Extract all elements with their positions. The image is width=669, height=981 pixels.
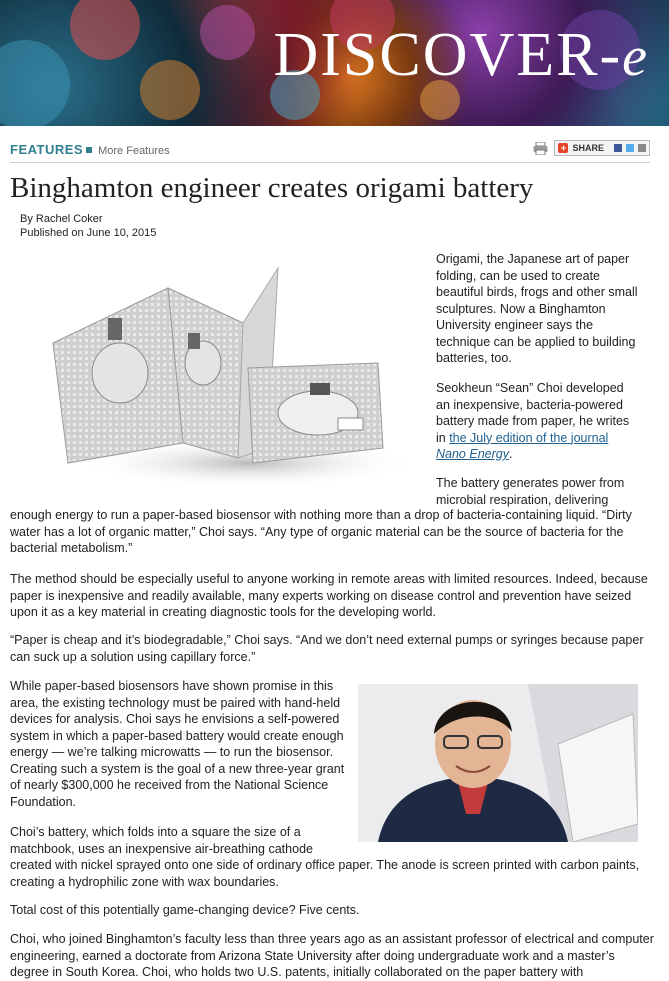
period: . <box>508 447 513 461</box>
twitter-icon <box>626 144 634 152</box>
square-bullet-icon <box>86 147 92 153</box>
share-tools <box>533 140 650 156</box>
facebook-icon <box>614 144 622 152</box>
site-title[interactable]: DISCOVER-e <box>273 21 649 89</box>
paragraph-3b: enough energy to run a paper-based biosensor with nothing more than a drop of bacteria-containing liquid. “Dirty water has a lot of organic matter,” Choi says. “Any type of organic material can be the source of bacteria for the bacterial metabolism.” <box>10 508 632 555</box>
email-icon <box>638 144 646 152</box>
origami-battery-photo <box>48 248 428 493</box>
byline <box>20 212 156 240</box>
journal-name-link[interactable]: Nano Energy <box>436 447 509 461</box>
paragraph-3a: The battery generates power from microbial respiration, delivering <box>436 476 625 507</box>
share-button[interactable] <box>554 140 650 156</box>
paragraph-5: “Paper is cheap and it’s biodegradable,” Choi says. “And we don’t need external pumps or syringes because paper can suck up a solution using capillary force.” <box>10 633 644 664</box>
divider <box>10 162 650 163</box>
section-label[interactable]: FEATURES <box>10 142 84 157</box>
paragraph-9: Choi, who joined Binghamton’s faculty less than three years ago as an assistant professor of electrical and computer engineering, earned a doctorate from Arizona State University after doing undergraduate work and a master’s degree in South Korea. Choi, who holds two U.S. patents, initially collaborated on the paper battery with <box>10 932 654 979</box>
section-bar <box>10 141 650 161</box>
author: By Rachel Coker <box>20 213 103 225</box>
journal-link[interactable]: the July edition of the journal <box>449 430 609 445</box>
paragraph-7a: Choi’s battery, which folds into a square the size of a matchbook, uses an inexpensive air-breathing cathode <box>10 825 313 856</box>
plus-icon: + <box>558 143 568 153</box>
paragraph-1: Origami, the Japanese art of paper folding, can be used to create beautiful birds, frogs and other small sculptures. Now a Binghamton University engineer says the technique can be applied to building batteries, too. <box>436 252 638 365</box>
site-banner <box>0 0 669 126</box>
bokeh-light <box>200 5 255 60</box>
more-features-link[interactable]: More Features <box>98 145 170 157</box>
printer-icon[interactable] <box>533 142 548 155</box>
bokeh-light <box>70 0 140 60</box>
article-headline: Binghamton engineer creates origami battery <box>10 172 534 204</box>
paragraph-4: The method should be especially useful to anyone working in remote areas with limited resources. Indeed, because paper is inexpensive and readily available, many experts working on disease control and prevention have seized upon it as a key material in creating diagnostic tools for the developing world. <box>10 572 648 619</box>
researcher-portrait-photo <box>358 684 638 842</box>
paragraph-8: Total cost of this potentially game-changing device? Five cents. <box>10 903 360 917</box>
share-label: SHARE <box>572 143 604 153</box>
publish-date: Published on June 10, 2015 <box>20 227 157 239</box>
paragraph-6: While paper-based biosensors have shown promise in this area, the existing technology must be paired with hand-held devices for analysis. Choi says he envisions a self-powered system in which a paper-based battery would create enough energy — we’re talking microwatts — to run the biosensor. Creating such a system is the goal of a new three-year grant of nearly $300,000 he received from the National Science Foundation. <box>10 679 345 809</box>
bokeh-light <box>140 60 200 120</box>
paragraph-2 <box>436 380 632 463</box>
paragraph-2-text: Seokheun “Sean” Choi developed an inexpensive, bacteria-powered battery made from paper, he writes in <box>436 381 630 445</box>
bokeh-light <box>0 40 70 126</box>
paragraph-7b: created with nickel sprayed onto one side of ordinary office paper. The anode is screen printed with carbon paints, creating a hydrophilic zone with wax boundaries. <box>10 858 640 889</box>
